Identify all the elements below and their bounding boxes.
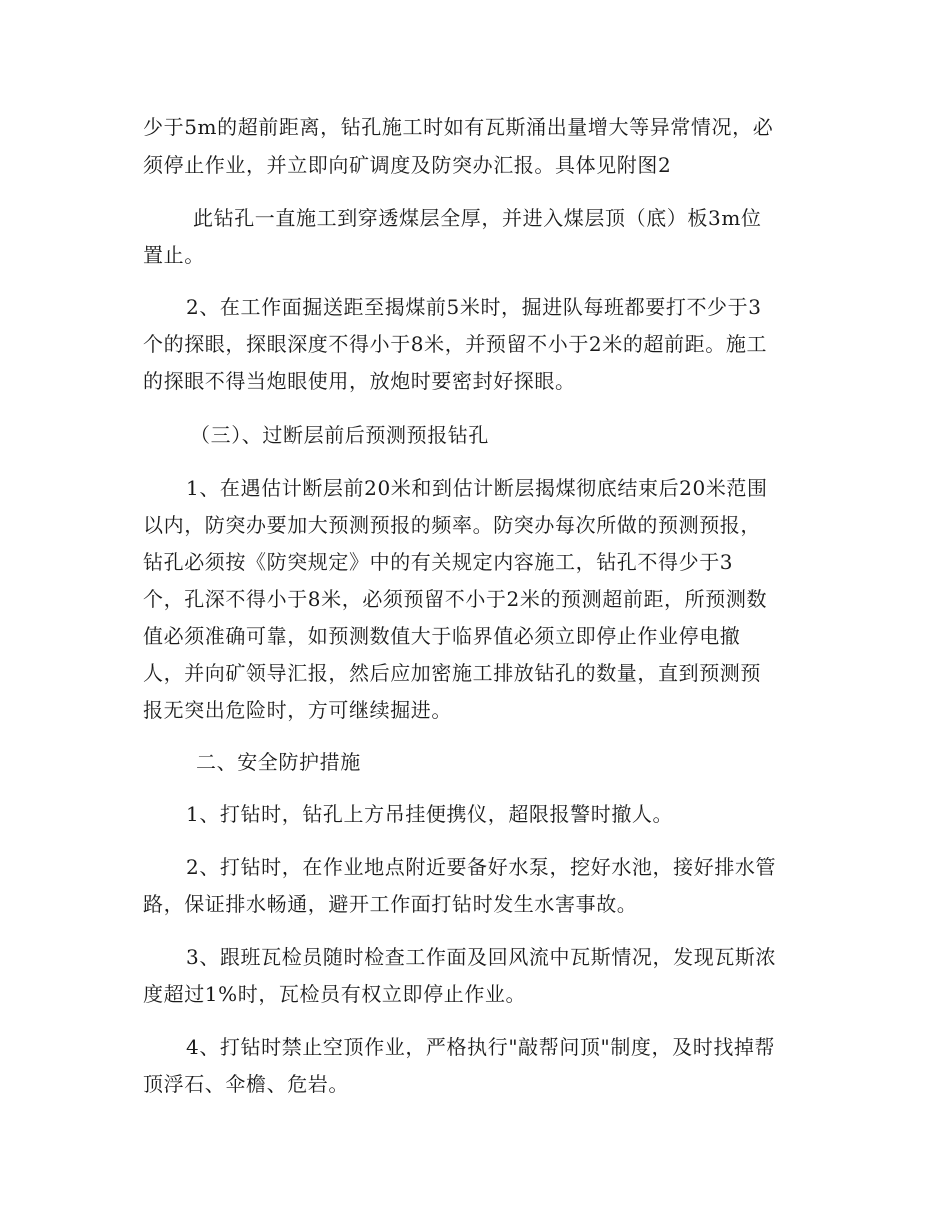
paragraph-line: 2、打钻时，在作业地点附近要备好水泵，挖好水池，接好排水管 — [186, 855, 777, 879]
paragraph-line: 3、跟班瓦检员随时检查工作面及回风流中瓦斯情况，发现瓦斯浓 — [186, 945, 777, 969]
paragraph-line: 置止。 — [143, 243, 205, 267]
paragraph-line: 顶浮石、伞檐、危岩。 — [143, 1072, 349, 1096]
paragraph-line: 个的探眼，探眼深度不得小于8米，并预留不小于2米的超前距。施工 — [143, 332, 768, 356]
paragraph-line: 路，保证排水畅通，避开工作面打钻时发生水害事故。 — [143, 892, 638, 916]
section-heading: 二、安全防护措施 — [196, 750, 361, 774]
paragraph-line: 度超过1%时，瓦检员有权立即停止作业。 — [143, 982, 527, 1006]
paragraph-line: 少于5m的超前距离，钻孔施工时如有瓦斯涌出量增大等异常情况，必 — [143, 115, 774, 139]
paragraph-line: 须停止作业，并立即向矿调度及防突办汇报。具体见附图2 — [143, 153, 672, 177]
paragraph-line: 钻孔必须按《防突规定》中的有关规定内容施工，钻孔不得少于3 — [143, 550, 734, 574]
paragraph-line: 人，并向矿领导汇报，然后应加密施工排放钻孔的数量，直到预测预 — [143, 661, 761, 685]
paragraph-line: 1、在遇估计断层前20米和到估计断层揭煤彻底结束后20米范围 — [186, 476, 768, 500]
paragraph-line: 此钻孔一直施工到穿透煤层全厚，并进入煤层顶（底）板3m位 — [193, 206, 762, 230]
paragraph-line: 2、在工作面掘送距至揭煤前5米时，掘进队每班都要打不少于3 — [186, 295, 762, 319]
paragraph-line: 的探眼不得当炮眼使用，放炮时要密封好探眼。 — [143, 369, 576, 393]
paragraph-line: 值必须准确可靠，如预测数值大于临界值必须立即停止作业停电撤 — [143, 624, 741, 648]
paragraph-line: 报无突出危险时，方可继续掘进。 — [143, 698, 452, 722]
paragraph-line: 个，孔深不得小于8米，必须预留不小于2米的预测超前距，所预测数 — [143, 587, 768, 611]
paragraph-line: 以内，防突办要加大预测预报的频率。防突办每次所做的预测预报， — [143, 513, 761, 537]
paragraph-line: 4、打钻时禁止空顶作业，严格执行"敲帮问顶"制度，及时找掉帮 — [186, 1035, 776, 1059]
paragraph-line: 1、打钻时，钻孔上方吊挂便携仪，超限报警时撤人。 — [186, 802, 674, 826]
section-heading: （三）、过断层前后预测预报钻孔 — [190, 423, 489, 447]
